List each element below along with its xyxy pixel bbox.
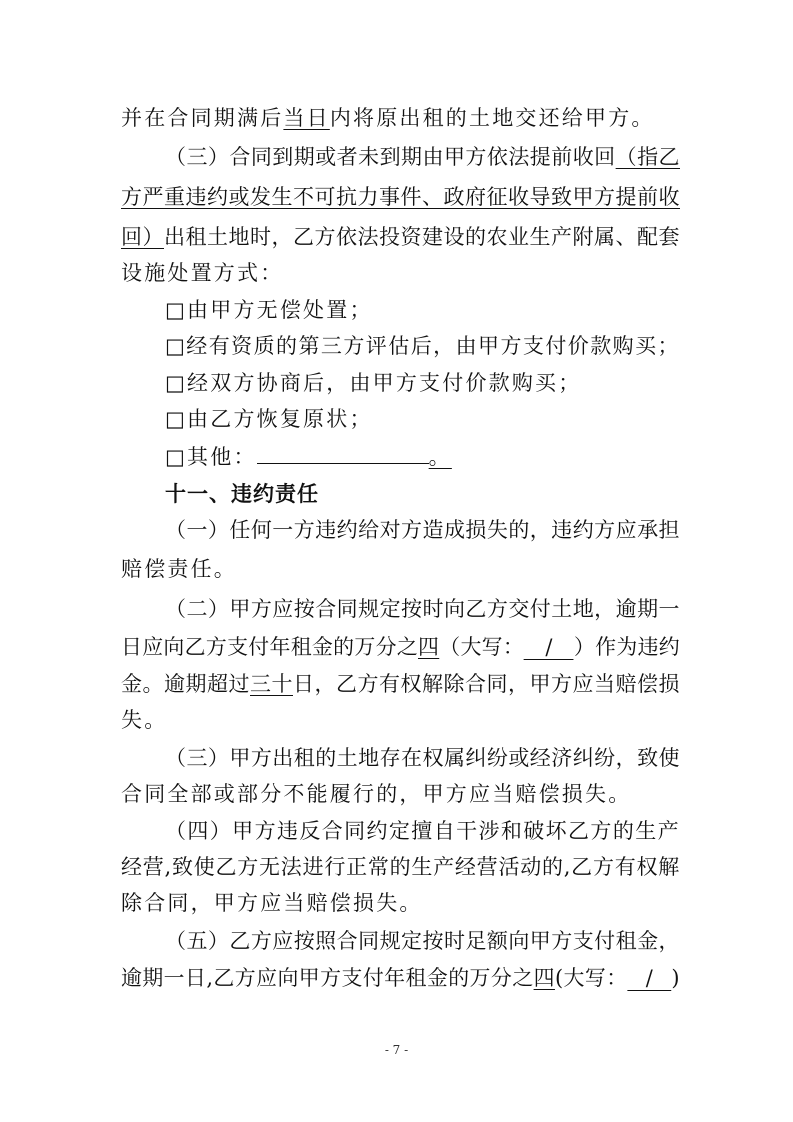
- text-segment: 金。逾期超过: [121, 672, 250, 696]
- text-segment: （一）任何一方违约给对方造成损失的，违约方应承担: [165, 518, 680, 542]
- underlined-text: 回）: [121, 225, 164, 249]
- text-line: [121, 852, 680, 882]
- text-segment: （大写：: [439, 635, 525, 659]
- text-line: [121, 222, 680, 252]
- underlined-text: 三十: [250, 672, 293, 696]
- fill-value: /: [524, 635, 574, 660]
- text-segment: （五）乙方应按照合同规定按时足额向甲方支付租金，: [165, 929, 680, 953]
- text-line: [121, 705, 167, 735]
- page-number: - 7 -: [384, 1043, 409, 1057]
- underlined-text: 四: [533, 966, 555, 990]
- option-line: [165, 441, 452, 471]
- option-text: □其他：: [165, 445, 257, 469]
- underlined-text: 方严重违约或发生不可抗力事件、政府征收导致甲方提前收: [121, 185, 680, 209]
- option-line: [165, 295, 373, 325]
- text-line: [121, 669, 680, 699]
- text-line: [121, 779, 631, 809]
- text-segment: 设施处置方式：: [121, 261, 284, 285]
- text-segment: 经营,致使乙方无法进行正常的生产经营活动的,乙方有权解: [121, 855, 680, 879]
- text-segment: （二）甲方应按合同规定按时向乙方交付土地，逾期一: [165, 597, 680, 621]
- option-line: [165, 331, 680, 361]
- underlined-text: 四: [418, 635, 440, 659]
- text-segment: 失。: [121, 708, 168, 732]
- text-segment: （四）甲方违反合同约定擅自干涉和破坏乙方的生产: [165, 819, 680, 843]
- text-line: [165, 926, 680, 956]
- text-line: [165, 142, 680, 172]
- text-segment: 并在合同期满后: [121, 106, 284, 130]
- option-line: [165, 404, 373, 434]
- section-heading: [165, 479, 319, 509]
- text-line: [121, 103, 655, 133]
- text-line: [121, 632, 680, 662]
- heading-text: 十一、违约责任: [165, 482, 319, 506]
- option-text: □由乙方恢复原状；: [165, 407, 373, 431]
- text-line: [121, 182, 680, 212]
- text-line: [165, 515, 680, 545]
- text-segment: 日，乙方有权解除合同，甲方应当赔偿损: [293, 672, 680, 696]
- underlined-text: 。: [428, 445, 452, 469]
- text-line: [121, 554, 237, 584]
- text-segment: ）作为违约: [573, 635, 680, 659]
- text-segment: 合同全部或部分不能履行的，甲方应当赔偿损失。: [121, 782, 632, 806]
- text-segment: 内将原出租的土地交还给甲方。: [329, 106, 655, 130]
- text-segment: 除合同，甲方应当赔偿损失。: [121, 891, 423, 915]
- text-segment: （三）甲方出租的土地存在权属纠纷或经济纠纷，致使: [165, 746, 680, 770]
- text-segment: 日应向乙方支付年租金的万分之: [121, 635, 419, 659]
- fill-value: /: [628, 966, 672, 991]
- text-line: [121, 888, 423, 918]
- fill-blank: [257, 441, 429, 464]
- underlined-text: 当日: [283, 106, 330, 130]
- text-line: [165, 594, 680, 624]
- text-line: [165, 816, 680, 846]
- text-segment: (大写：: [554, 966, 628, 990]
- text-line: [121, 258, 283, 288]
- underlined-text: （指乙: [615, 145, 680, 169]
- text-segment: 出租土地时，乙方依法投资建设的农业生产附属、配套: [164, 225, 680, 249]
- option-line: [165, 368, 581, 398]
- text-line: [165, 743, 680, 773]
- text-segment: （三）合同到期或者未到期由甲方依法提前收回: [165, 145, 616, 169]
- text-segment: ): [671, 966, 680, 990]
- option-text: □经有资质的第三方评估后，由甲方支付价款购买；: [165, 334, 680, 358]
- text-segment: 赔偿责任。: [121, 557, 237, 581]
- option-text: □由甲方无偿处置；: [165, 298, 373, 322]
- option-text: □经双方协商后，由甲方支付价款购买；: [165, 371, 582, 395]
- text-line: [121, 963, 680, 993]
- text-segment: 逾期一日,乙方应向甲方支付年租金的万分之: [121, 966, 534, 990]
